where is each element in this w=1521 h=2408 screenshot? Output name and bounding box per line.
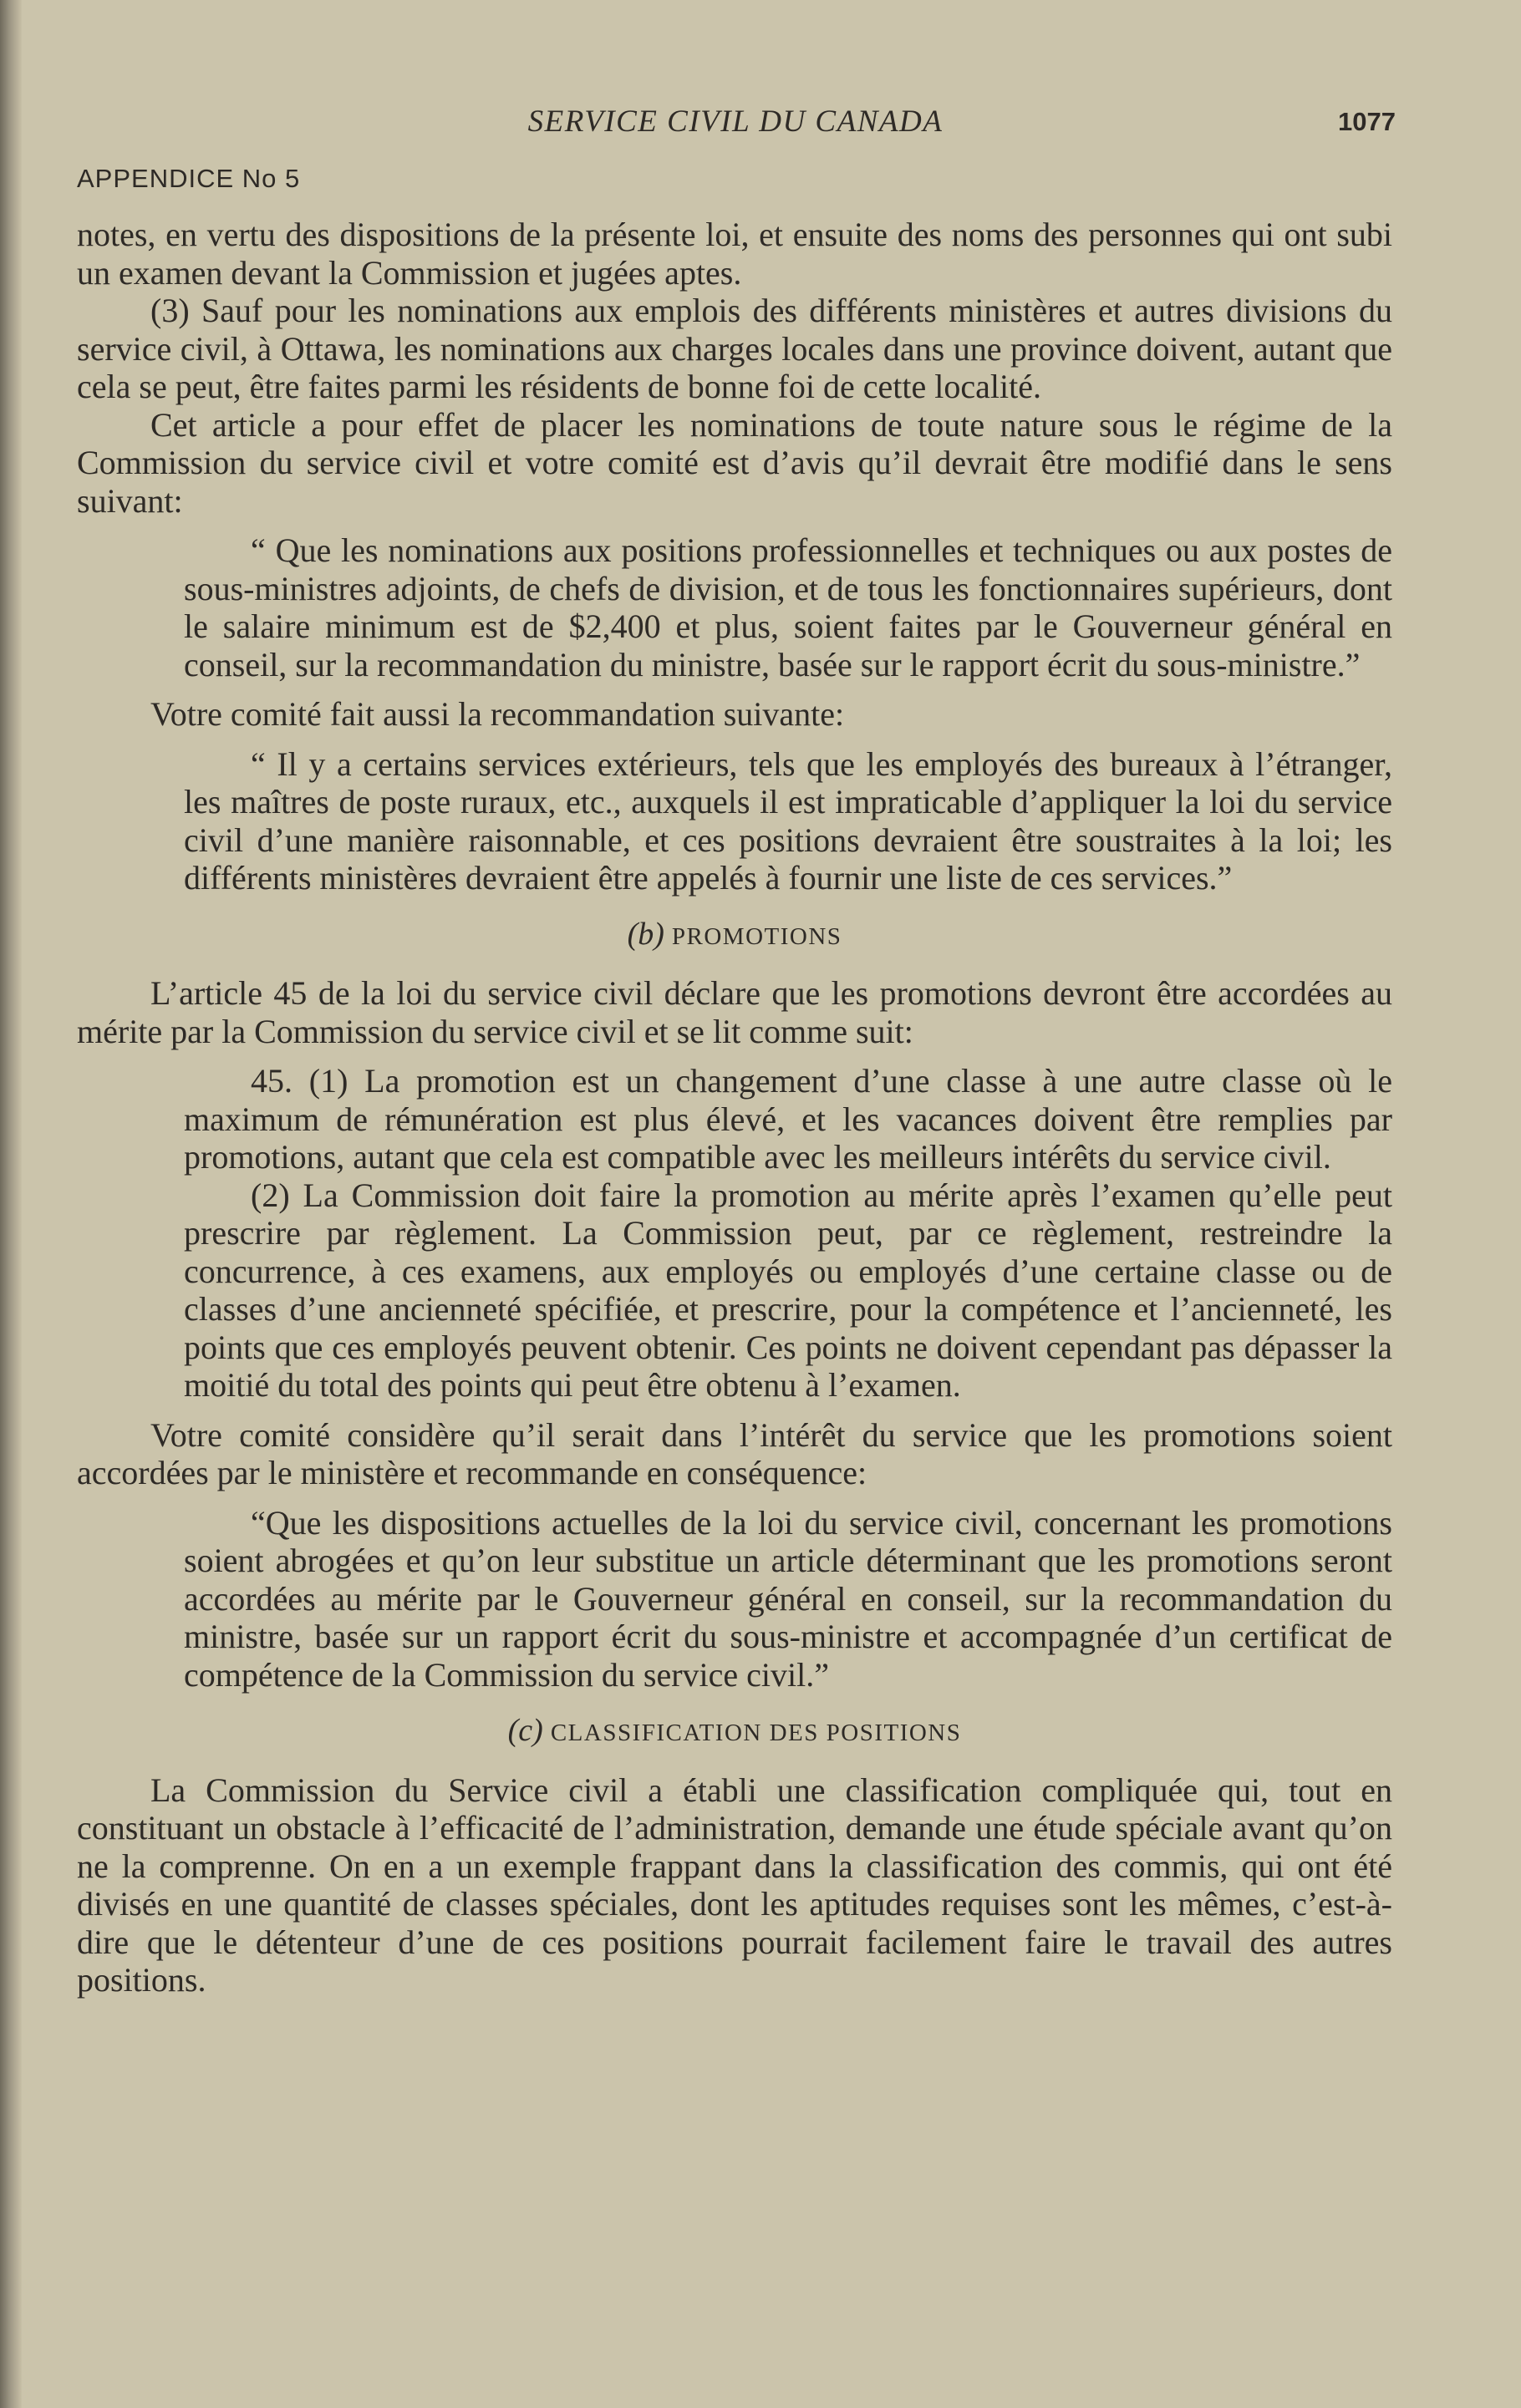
running-head [75, 104, 1396, 147]
paragraph: Votre comité fait aussi la recommandation suivante: [150, 695, 845, 733]
section-letter: (c) [507, 1713, 543, 1748]
spacer [77, 1753, 1392, 1771]
page-number: 1077 [1338, 107, 1396, 136]
spacer [77, 734, 1392, 745]
quote-text: “ Que les nominations aux positions professionnelles et techniques ou aux postes de sous-ministres adjoints, de chefs de division, et de tous les fonctionnaires supérieurs, dont le salaire minimum est de $2,400 et plus, soient faites par le Gouverneur général en conseil, sur la recommandation du ministre, basée sur le rapport écrit du sous-ministre.” [184, 531, 1392, 683]
section-heading-classification [77, 1712, 1392, 1753]
block-quote [77, 745, 1392, 897]
spacer [77, 956, 1392, 974]
spacer [77, 1694, 1392, 1712]
block-quote [77, 1504, 1392, 1694]
section-heading-promotions [77, 916, 1392, 957]
block-quote [77, 531, 1392, 683]
quote-text: “ Il y a certains services extérieurs, tels que les employés des bureaux à l’étranger, les maîtres de poste ruraux, etc., auxquels il est impraticable d’appliquer la loi du service civil d’une manière raisonnable, et ces positions devraient être soustraites à la loi; les différents ministères devraient être appelés à fournir une liste de ces services.” [184, 744, 1392, 897]
paragraph: L’article 45 de la loi du service civil déclare que les promotions devront être accordées au mérite par la Commission du service civil et se lit comme suit: [77, 974, 1392, 1050]
quote-text: “Que les dispositions actuelles de la loi du service civil, concernant les promotions soient abrogées et qu’on leur substitue un article déterminant que les promotions seront accordées au mérite par le Gouverneur général en conseil, sur la recommandation du ministre, basée sur un rapport écrit du sous-ministre et accompagnée d’un certificat de compétence de la Commission du service civil.” [184, 1503, 1392, 1694]
spacer [77, 1405, 1392, 1416]
quote-text: (2) La Commission doit faire la promotion au mérite après l’examen qu’elle peut prescrire par règlement. La Commission peut, par ce règlement, restreindre la concurrence, à ces examens, aux employés ou employés d’une certaine classe ou de classes d’une ancienneté spécifiée, et prescrire, pour la compétence et l’ancienneté, les points que ces employés peuvent obtenir. Ces points ne doivent cependant pas dépasser la moitié du total des points qui peut être obtenu à l’examen. [184, 1176, 1392, 1404]
spacer [77, 1050, 1392, 1062]
quote-text: 45. (1) La promotion est un changement d’une classe à une autre classe où le maximum de rémunération est plus élevé, et les vacances doivent être remplies par promotions, autant que cela est compatible avec les meilleurs intérêts du service civil. [184, 1062, 1392, 1176]
section-letter: (b) [627, 916, 664, 952]
paragraph: La Commission du Service civil a établi une classification compliquée qui, tout en constituant un obstacle à l’efficacité de l’administration, demande une étude spéciale avant qu’on ne la comprenne. On en a un exemple frappant dans la classification des commis, qui ont été divisés en une quantité de classes spéciales, dont les aptitudes requises sont les mêmes, c’est-à-dire que le détenteur d’une de ces positions pourrait facilement faire le travail des autres positions. [77, 1770, 1392, 1999]
paragraph: (3) Sauf pour les nominations aux emplois des différents ministères et autres divisions du service civil, à Ottawa, les nominations aux charges locales dans une province doivent, autant que cela se peut, être faites parmi les résidents de bonne foi de cette localité. [77, 292, 1392, 405]
spacer [77, 1492, 1392, 1504]
block-quote [77, 1062, 1392, 1405]
paragraph: Votre comité considère qu’il serait dans l’intérêt du service que les promotions soient accordées par le ministère et recommande en conséquence: [77, 1415, 1392, 1491]
paragraph: notes, en vertu des dispositions de la présente loi, et ensuite des noms des personnes qui ont subi un examen devant la Commission et jugées aptes. [77, 216, 1392, 292]
appendix-label: APPENDICE No 5 [77, 164, 301, 193]
running-title: SERVICE CIVIL DU CANADA [527, 104, 944, 139]
spacer [77, 520, 1392, 531]
spacer [77, 897, 1392, 916]
section-title: CLASSIFICATION DES POSITIONS [550, 1720, 962, 1746]
document-body [77, 216, 1392, 1999]
section-title: PROMOTIONS [671, 922, 842, 950]
spacer [77, 683, 1392, 695]
paragraph: Cet article a pour effet de placer les nominations de toute nature sous le régime de la Commission du service civil et votre comité est d’avis qu’il devrait être modifié dans le sens suivant: [77, 405, 1392, 520]
